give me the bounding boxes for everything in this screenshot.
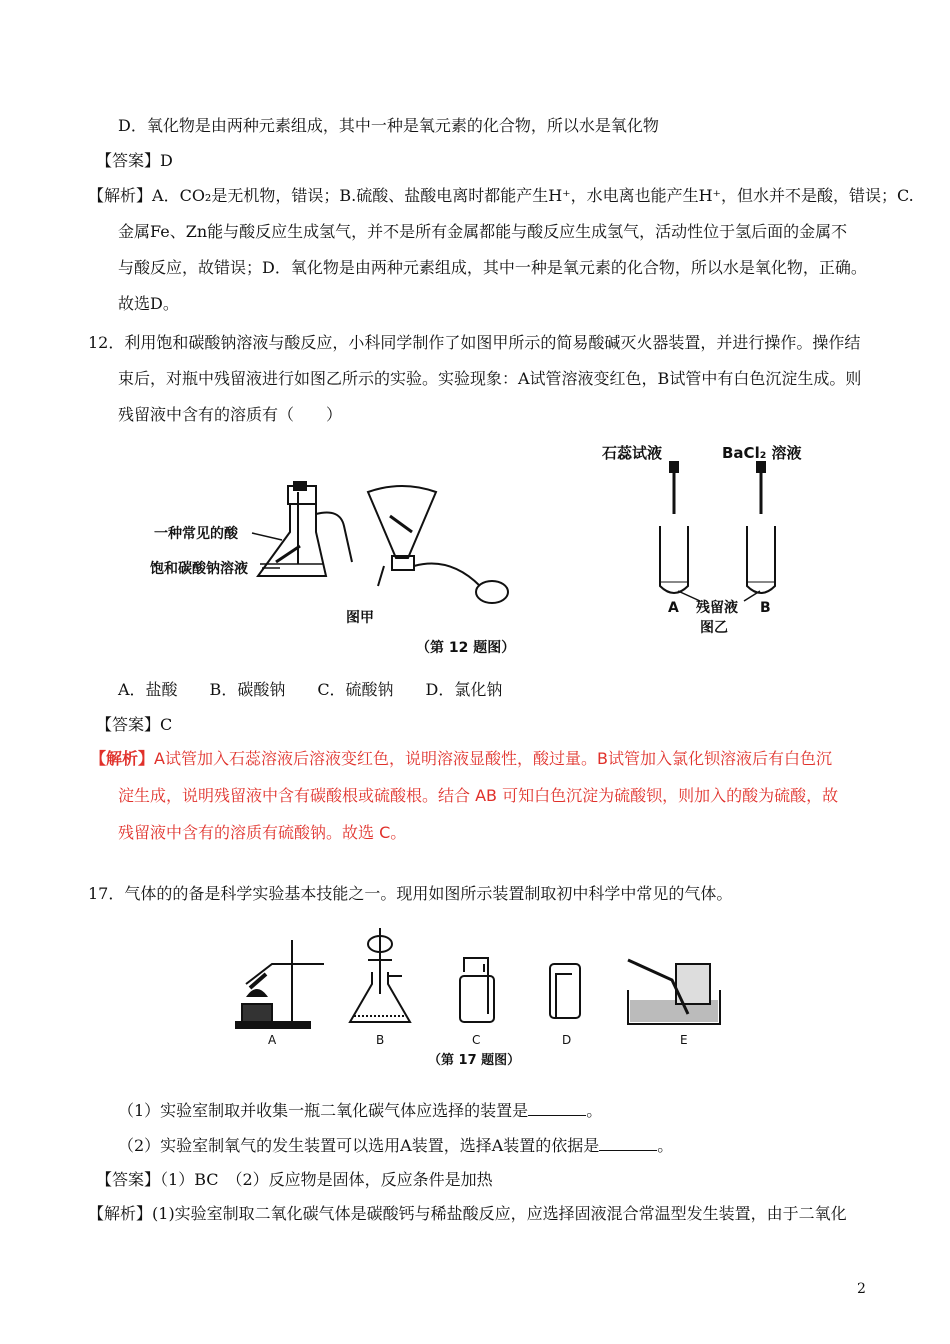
q12-analysis-line-1: [90, 749, 832, 769]
q12-stem-line-2: 束后，对瓶中残留液进行如图乙所示的实验。实验现象：A试管溶液变红色，B试管中有白色沉淀生成。则: [118, 369, 862, 388]
q11-analysis-line-1: [88, 186, 914, 206]
q11-option-d: D．氧化物是由两种元素组成，其中一种是氧元素的化合物，所以水是氧化物: [118, 116, 659, 135]
answer-label: 【答案】: [96, 1170, 161, 1189]
q11-answer: [96, 151, 173, 171]
sub2-end: 。: [657, 1136, 674, 1155]
test-tube-a: [660, 462, 688, 593]
q12-figure: [140, 436, 820, 661]
answer-value: D: [160, 151, 173, 170]
flask-apparatus: [258, 482, 352, 576]
q17-figure: [232, 924, 732, 1074]
caption-jia: 图甲: [346, 610, 374, 626]
q17-answer: [96, 1170, 493, 1190]
apparatus-d: [550, 964, 580, 1018]
sub2-text: （2）实验室制氧气的发生装置可以选用A装置，选择A装置的依据是: [118, 1136, 600, 1155]
q12-stem-line-1: 12．利用饱和碳酸钠溶液与酸反应，小科同学制作了如图甲所示的简易酸碱灭火器装置，并进行操作。操作结: [88, 333, 861, 352]
analysis-label: 【解析】: [88, 186, 153, 205]
analysis-text: A．CO₂是无机物，错误；B.硫酸、盐酸电离时都能产生H⁺，水电离也能产生H⁺，但水并不是酸，错误；C.: [152, 186, 914, 205]
apparatus-b: [350, 928, 410, 1022]
analysis-label: 【解析】: [90, 749, 155, 768]
caption-yi: 图乙: [700, 620, 728, 636]
answer-value: （1）BC （2）反应物是固体，反应条件是加热: [160, 1170, 493, 1189]
sub1-end: 。: [586, 1101, 603, 1120]
q11-analysis-line-4: 故选D。: [118, 294, 179, 313]
q17-stem: 17．气体的的备是科学实验基本技能之一。现用如图所示装置制取初中科学中常见的气体。: [88, 884, 733, 903]
label-e: E: [680, 1033, 688, 1047]
answer-value: C: [160, 715, 173, 734]
analysis-label: 【解析】: [88, 1204, 153, 1223]
answer-label: 【答案】: [96, 151, 161, 170]
label-b: B: [376, 1033, 385, 1047]
q12-analysis-line-3: 残留液中含有的溶质有硫酸钠。故选 C。: [118, 823, 407, 842]
q11-analysis-line-2: 金属Fe、Zn能与酸反应生成氢气，并不是所有金属都能与酸反应生成氢气，活动性位于氢后面的金属不: [118, 222, 848, 241]
answer-label: 【答案】: [96, 715, 161, 734]
q17-sub2: [118, 1136, 673, 1156]
label-na2co3: 饱和碳酸钠溶液: [150, 561, 248, 577]
apparatus-c: [460, 958, 494, 1022]
test-tube-b: [747, 462, 775, 593]
tube-b-label: B: [760, 600, 771, 616]
label-residue: 残留液: [696, 600, 738, 616]
label-bacl2: BaCl₂ 溶液: [722, 444, 802, 462]
label-c: C: [472, 1033, 481, 1047]
q17-sub1: [118, 1101, 602, 1121]
page-number: 2: [857, 1281, 866, 1297]
inverted-extinguisher: [368, 486, 508, 603]
label-acid: 一种常见的酸: [154, 526, 238, 542]
label-a: A: [268, 1033, 277, 1047]
sub1-blank[interactable]: [528, 1101, 586, 1116]
apparatus-e: [628, 960, 720, 1024]
q12-answer: [96, 715, 172, 735]
q17-figure-caption: （第 17 题图）: [428, 1053, 521, 1068]
q17-analysis: [88, 1204, 847, 1224]
label-d: D: [562, 1033, 572, 1047]
label-litmus: 石蕊试液: [602, 444, 663, 462]
q12-figure-caption: （第 12 题图）: [416, 640, 516, 656]
q12-stem-line-3: 残留液中含有的溶质有（ ）: [118, 405, 343, 424]
q11-analysis-line-3: 与酸反应，故错误；D．氧化物是由两种元素组成，其中一种是氧元素的化合物，所以水是氧化物，正确。: [118, 258, 867, 277]
apparatus-a: [236, 940, 324, 1028]
q12-analysis-line-2: 淀生成，说明残留液中含有碳酸根或硫酸根。结合 AB 可知白色沉淀为硫酸钡，则加入的酸为硫酸，故: [118, 786, 839, 805]
tube-a-label: A: [668, 600, 679, 616]
sub2-blank[interactable]: [599, 1136, 657, 1151]
analysis-text: A试管加入石蕊溶液后溶液变红色，说明溶液显酸性，酸过量。B试管加入氯化钡溶液后有白色沉: [154, 749, 832, 768]
analysis-text: (1)实验室制取二氧化碳气体是碳酸钙与稀盐酸反应，应选择固液混合常温型发生装置，由于二氧化: [152, 1204, 847, 1223]
sub1-text: （1）实验室制取并收集一瓶二氧化碳气体应选择的装置是: [118, 1101, 529, 1120]
q12-options: A．盐酸 B．碳酸钠 C．硫酸钠 D．氯化钠: [118, 680, 503, 699]
